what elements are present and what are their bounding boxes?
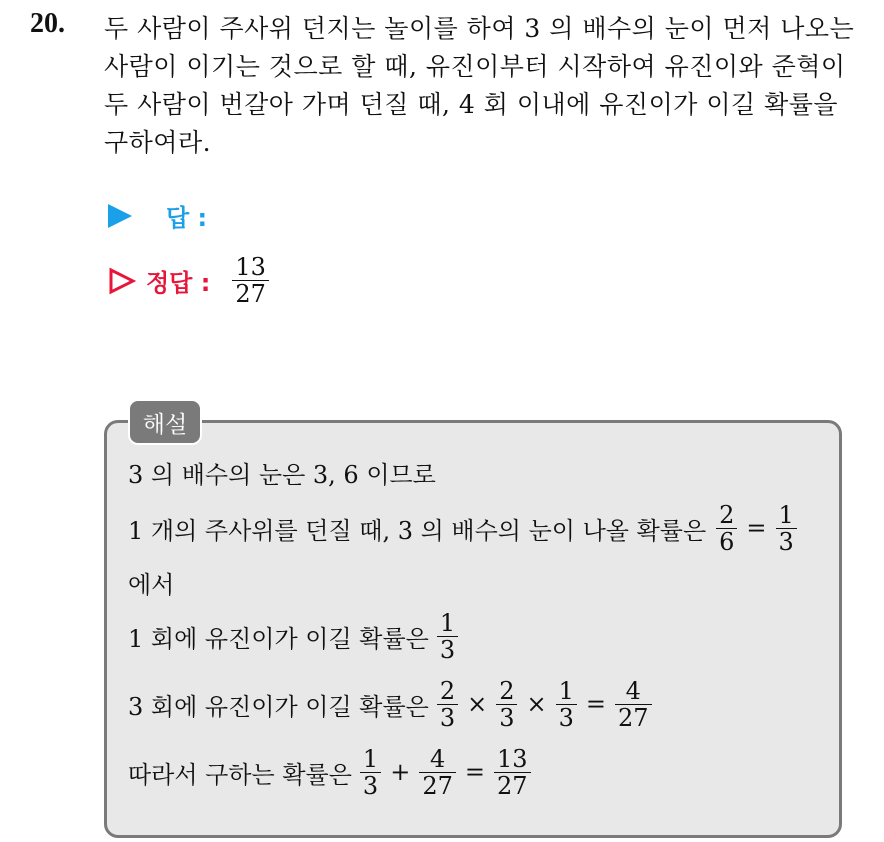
solution-text: 1 회에 유진이가 이길 확률은 <box>128 624 429 653</box>
question-line: 두 사람이 주사위 던지는 놀이를 하여 3 의 배수의 눈이 먼저 나오는 <box>104 14 855 43</box>
numerator: 13 <box>496 744 528 773</box>
correct-answer-row <box>108 254 273 307</box>
times-sign: × <box>526 690 547 718</box>
denominator: 27 <box>615 704 652 731</box>
solution-text: 3 회에 유진이가 이길 확률은 <box>128 692 429 721</box>
denominator: 6 <box>716 528 737 555</box>
denominator: 27 <box>494 772 531 799</box>
denominator: 27 <box>419 772 456 799</box>
plus-sign: + <box>390 758 411 786</box>
numerator: 1 <box>362 744 379 773</box>
solution-line-6 <box>128 744 535 800</box>
denominator: 3 <box>437 704 458 731</box>
numerator: 2 <box>499 676 515 705</box>
solution-text: 3 의 배수의 눈은 3, 6 이므로 <box>128 460 436 489</box>
correct-answer-label: 정답 : <box>146 269 211 297</box>
numerator: 13 <box>235 253 266 281</box>
solution-line-2 <box>128 500 801 556</box>
fraction <box>556 678 577 731</box>
numerator: 1 <box>439 608 456 637</box>
solution-text: 에서 <box>128 570 175 599</box>
question-line: 두 사람이 번갈아 가며 던질 때, 4 회 이내에 유진이가 이길 확률을 <box>104 90 839 119</box>
answer-row <box>108 198 207 233</box>
fraction <box>437 610 458 663</box>
equals-sign: = <box>585 690 606 718</box>
numerator: 4 <box>429 744 446 773</box>
fraction <box>437 678 458 731</box>
solution-line-3 <box>128 554 174 610</box>
numerator: 2 <box>439 676 456 705</box>
play-triangle-icon <box>108 204 132 228</box>
equals-sign: = <box>464 758 485 786</box>
fraction <box>776 502 797 555</box>
denominator: 3 <box>360 772 381 799</box>
numerator: 4 <box>625 676 641 705</box>
solution-line-1 <box>128 444 436 500</box>
numerator: 2 <box>719 500 735 529</box>
denominator: 3 <box>496 704 517 731</box>
denominator: 3 <box>437 636 458 663</box>
fraction <box>419 746 456 799</box>
answer-label: 답 : <box>166 204 208 232</box>
question-text <box>104 10 864 162</box>
solution-line-5 <box>128 676 656 732</box>
outline-triangle-icon <box>108 267 136 295</box>
solution-line-4 <box>128 608 462 664</box>
fraction <box>716 502 737 555</box>
times-sign: × <box>467 690 488 718</box>
numerator: 1 <box>778 500 794 529</box>
equals-sign: = <box>746 514 767 542</box>
correct-answer-fraction <box>232 254 269 307</box>
denominator: 3 <box>556 704 577 731</box>
question-line: 사람이 이기는 것으로 할 때, 유진이부터 시작하여 유진이와 준혁이 <box>104 52 846 81</box>
fraction <box>496 678 517 731</box>
denominator: 27 <box>232 280 269 307</box>
fraction <box>615 678 652 731</box>
solution-text: 따라서 구하는 확률은 <box>128 760 352 789</box>
question-number: 20. <box>30 8 65 39</box>
solution-tab: 해설 <box>128 399 202 445</box>
denominator: 3 <box>776 528 797 555</box>
solution-text: 1 개의 주사위를 던질 때, 3 의 배수의 눈이 나올 확률은 <box>128 516 707 545</box>
numerator: 1 <box>558 676 574 705</box>
question-line: 구하여라. <box>104 128 212 157</box>
fraction <box>494 746 531 799</box>
fraction <box>360 746 381 799</box>
